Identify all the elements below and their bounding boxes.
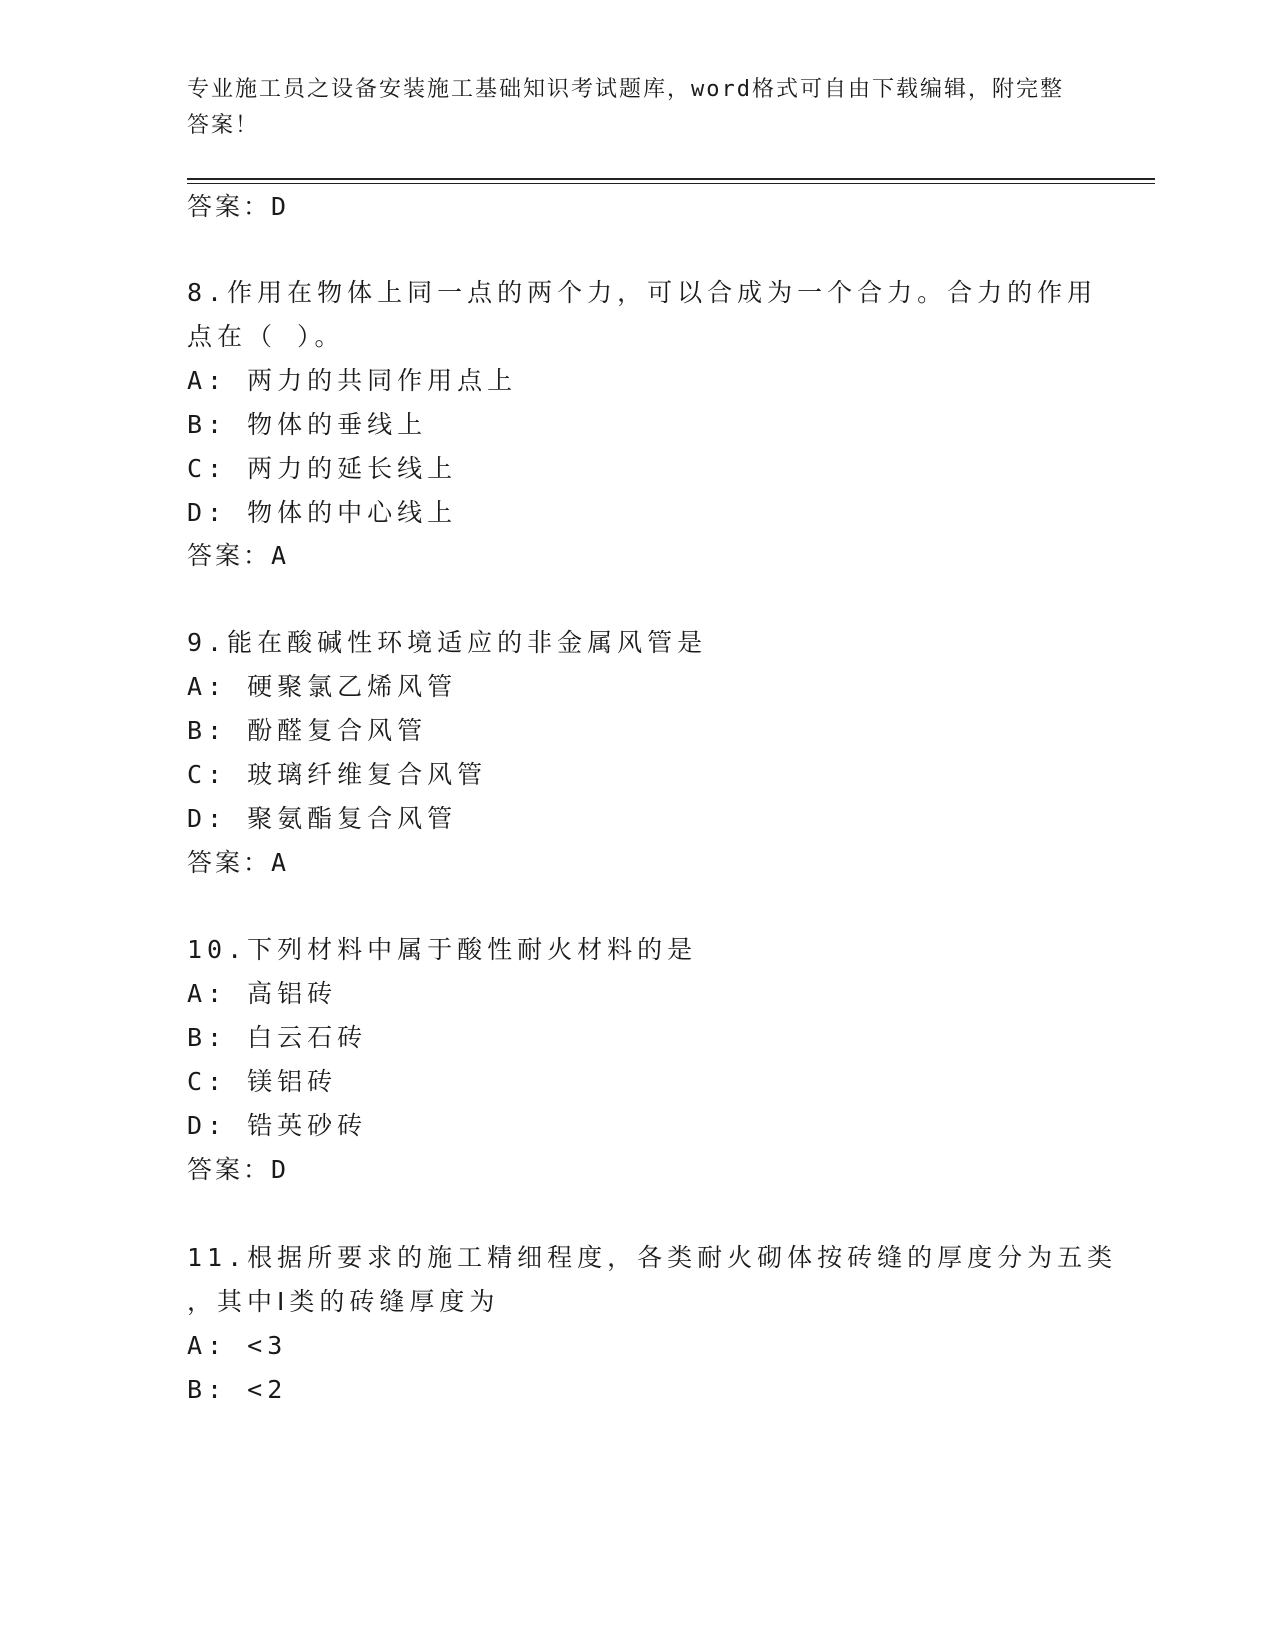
header-rule-thick — [187, 178, 1155, 180]
option-c: C: 两力的延长线上 — [187, 454, 458, 483]
option-a: A: 高铝砖 — [187, 979, 338, 1008]
answer-line: 答案：D — [187, 1155, 290, 1184]
question-text: ，其中Ⅰ类的砖缝厚度为 — [187, 1287, 500, 1316]
answer-line: 答案：D — [187, 192, 290, 221]
option-b: B: 白云石砖 — [187, 1023, 368, 1052]
question-text: 8.作用在物体上同一点的两个力，可以合成为一个合力。合力的作用 — [187, 278, 1098, 307]
option-b: B: <2 — [187, 1375, 288, 1404]
header-rule-thin — [187, 183, 1155, 184]
question-text: 11.根据所要求的施工精细程度，各类耐火砌体按砖缝的厚度分为五类 — [187, 1243, 1118, 1272]
option-a: A: 两力的共同作用点上 — [187, 366, 518, 395]
option-d: D: 锆英砂砖 — [187, 1111, 368, 1140]
option-b: B: 酚醛复合风管 — [187, 716, 428, 745]
question-text: 10.下列材料中属于酸性耐火材料的是 — [187, 935, 698, 964]
answer-line: 答案：A — [187, 848, 290, 877]
question-text: 点在（ ）。 — [187, 322, 345, 351]
option-d: D: 聚氨酯复合风管 — [187, 804, 458, 833]
document-header: 专业施工员之设备安装施工基础知识考试题库，word格式可自由下载编辑，附完整答案！ — [187, 77, 1064, 138]
answer-line: 答案：A — [187, 541, 290, 570]
question-text: 9.能在酸碱性环境适应的非金属风管是 — [187, 628, 708, 657]
option-a: A: 硬聚氯乙烯风管 — [187, 672, 458, 701]
option-c: C: 玻璃纤维复合风管 — [187, 760, 488, 789]
option-d: D: 物体的中心线上 — [187, 498, 458, 527]
option-b: B: 物体的垂线上 — [187, 410, 428, 439]
option-c: C: 镁铝砖 — [187, 1067, 338, 1096]
option-a: A: <3 — [187, 1331, 288, 1360]
